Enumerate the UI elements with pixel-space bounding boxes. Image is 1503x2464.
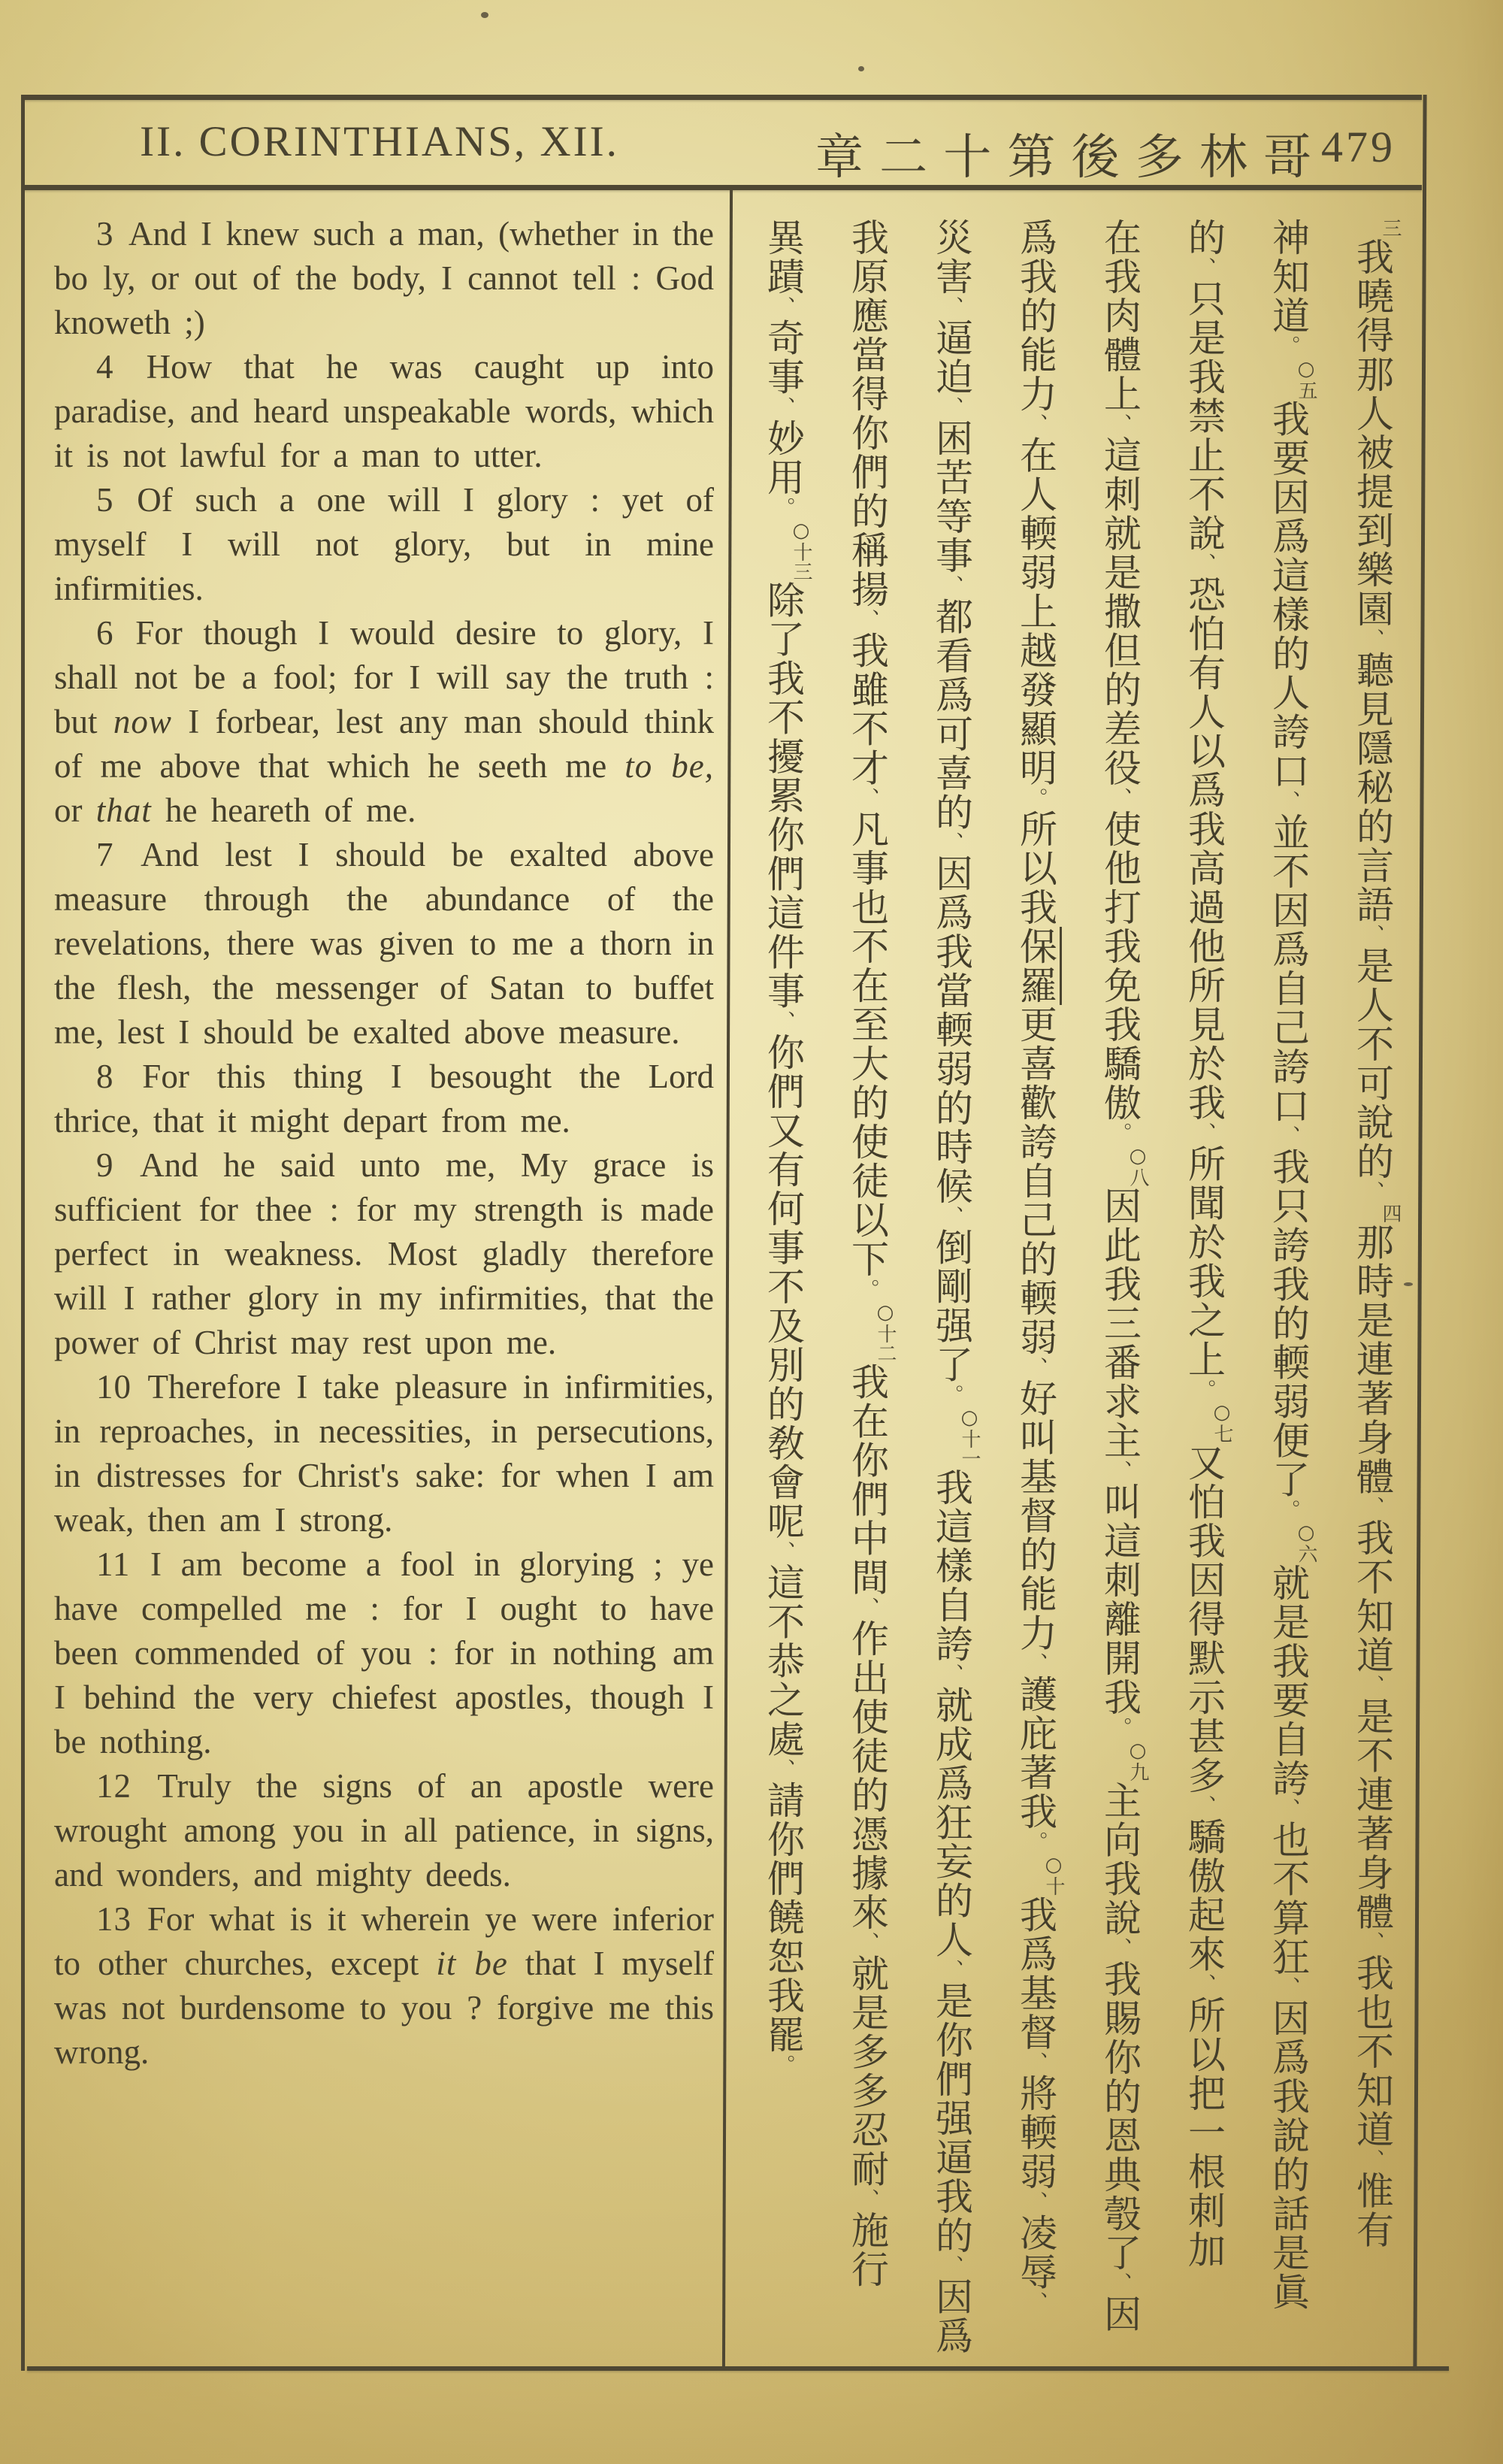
punctuation-mark: 、 [1276, 790, 1300, 813]
verse-marker: ○九 [1126, 1739, 1149, 1781]
punctuation-mark: 、 [771, 1541, 795, 1563]
punctuation-mark: 。 [1276, 335, 1300, 358]
punctuation-mark: 、 [1024, 2191, 1048, 2214]
punctuation-mark: 、 [1360, 1181, 1384, 1203]
verse-number: 6 [96, 614, 136, 652]
chinese-verse-column-block [739, 218, 1414, 2368]
english-running-title: II. CORINTHIANS, XII. [140, 118, 619, 165]
punctuation-mark: 。 [1024, 787, 1048, 810]
punctuation-mark: 、 [855, 1597, 879, 1619]
punctuation-mark: 、 [1276, 1125, 1300, 1148]
punctuation-mark: 、 [1108, 1937, 1132, 1960]
punctuation-mark: 、 [939, 396, 963, 419]
punctuation-mark: 、 [1192, 552, 1216, 575]
verse-paragraph: 4 How that he was caught up into paradise, and heard unspeakable words, which it is not lawful for a man to utter. [54, 348, 715, 474]
verse-marker: ○十 [1042, 1853, 1065, 1896]
punctuation-mark: 。 [939, 1384, 963, 1406]
verse-marker: ○五 [1295, 357, 1317, 400]
chinese-header-char: 哥 [1263, 130, 1311, 186]
chinese-column: 神知道。○五我要因爲這樣的人誇口、並不因爲自己誇口、我只誇我的輭弱便了。○六就是我要自誇、也不算狂、因爲我說的話是眞 [1266, 218, 1317, 2311]
verse-marker: 三 [1379, 218, 1402, 238]
chinese-header-char: 多 [1135, 130, 1184, 186]
punctuation-mark: 、 [939, 1959, 963, 1981]
chinese-column: 三我曉得那人被提到樂園、聽見隱秘的言語、是人不可說的、四那時是連著身體、我不知道、是不連著身體、我也不知道、惟有 [1350, 218, 1402, 2250]
punctuation-mark: 。 [1192, 1379, 1216, 1401]
punctuation-mark: 、 [771, 1758, 795, 1781]
punctuation-mark: 、 [1108, 413, 1132, 436]
verse-number: 5 [96, 481, 138, 519]
chinese-column: 我原應當得你們的稱揚、我雖不才、凡事也不在至大的使徒以下。○十二我在你們中間、作出使徒的憑據來、就是多多忍耐、施行 [845, 218, 897, 2289]
chinese-header-char: 章 [815, 130, 863, 186]
verse-number: 10 [96, 1368, 148, 1406]
punctuation-mark: 、 [1276, 1976, 1300, 1999]
verse-paragraph: 12 Truly the signs of an apostle were wrought among you in all patience, in signs, and wonders, and mighty deeds. [54, 1767, 715, 1893]
punctuation-mark: 、 [1192, 1973, 1216, 1996]
verse-number: 11 [96, 1545, 150, 1583]
punctuation-mark: 。 [855, 1279, 879, 1301]
verse-marker: ○十二 [874, 1300, 897, 1363]
chinese-header-char: 第 [1007, 130, 1056, 186]
chinese-header-char: 後 [1071, 130, 1120, 186]
verse-paragraph: 9 And he said unto me, My grace is sufficient for thee : for my strength is made perfect in weakness. Most gladly therefore will I rather glory in my infirmities, that the power of Christ may rest upon me. [54, 1146, 714, 1361]
punctuation-mark: 。 [1108, 1717, 1132, 1739]
chinese-column: 爲我的能力、在人輭弱上越發顯明。所以我保羅更喜歡誇自己的輭弱、好叫基督的能力、護庇著我。○十我爲基督、將輭弱、凌辱、 [1014, 218, 1065, 2314]
punctuation-mark: 、 [855, 2188, 879, 2211]
italic-word: that [95, 792, 152, 829]
punctuation-mark: 、 [1024, 413, 1048, 436]
chinese-header-char: 十 [943, 130, 992, 186]
chinese-header-char: 二 [879, 130, 928, 186]
chinese-column: 異蹟、奇事、妙用。○十三除了我不擾累你們這件事、你們又有何事不及別的敎會呢、這不恭之處、請你們饒恕我罷。 [761, 218, 812, 2077]
verse-number: 12 [96, 1767, 158, 1805]
punctuation-mark: 。 [1108, 1122, 1132, 1145]
ink-speck [858, 66, 864, 71]
italic-word: to be, [624, 747, 714, 785]
page-number: 479 [1321, 123, 1396, 171]
punctuation-mark: 。 [1024, 1831, 1048, 1854]
punctuation-mark: 、 [771, 1010, 795, 1033]
column-divider [722, 190, 733, 2367]
verse-paragraph: 11 I am become a fool in glorying ; ye have compelled me : for I ought to have been commended of you : for in nothing am I behind the very chiefest apostles, though I be nothing. [54, 1545, 714, 1760]
punctuation-mark: 、 [1192, 257, 1216, 280]
verse-paragraph: 8 For this thing I besought the Lord thrice, that it might depart from me. [54, 1058, 714, 1140]
punctuation-mark: 、 [939, 296, 963, 319]
punctuation-mark: 、 [1360, 1675, 1384, 1697]
verse-number: 9 [96, 1146, 141, 1184]
punctuation-mark: 、 [855, 787, 879, 810]
punctuation-mark: 、 [1276, 1798, 1300, 1821]
verse-marker: ○八 [1126, 1144, 1149, 1187]
verse-number: 3 [96, 215, 129, 253]
punctuation-mark: 、 [1360, 1496, 1384, 1518]
top-rule [23, 95, 1422, 100]
punctuation-mark: 、 [771, 396, 795, 419]
proper-name: 保羅 [1014, 927, 1062, 1005]
punctuation-mark: 、 [939, 1206, 963, 1228]
verse-paragraph: 5 Of such a one will I glory : yet of myself I will not glory, but in mine infirmities. [54, 481, 714, 607]
punctuation-mark: 、 [855, 609, 879, 631]
verse-paragraph: 13 For what is it wherein ye were inferior to other churches, except it be that I myself was not burdensome to you ? forgive me this wrong. [54, 1900, 714, 2071]
punctuation-mark: 、 [1360, 2149, 1384, 2172]
punctuation-mark: 、 [1108, 787, 1132, 810]
punctuation-mark: 、 [855, 1932, 879, 1954]
punctuation-mark: 、 [1360, 628, 1384, 651]
punctuation-mark: 、 [1024, 2051, 1048, 2074]
punctuation-mark: 。 [771, 2054, 795, 2077]
italic-word: now [113, 703, 172, 740]
ink-speck [481, 12, 488, 18]
verse-paragraph: 10 Therefore I take pleasure in infirmities, in reproaches, in necessities, in persecutions, in distresses for Christ's sake: for when I am weak, then am I strong. [54, 1368, 714, 1539]
left-border [21, 95, 25, 2371]
verse-number: 8 [96, 1058, 143, 1095]
chinese-column: 的、只是我禁止不說、恐怕有人以爲我高過他所見於我、所聞於我之上。○七又怕我因得默示甚多、驕傲起來、所以把一根刺加 [1182, 218, 1233, 2269]
verse-marker: ○十三 [790, 519, 812, 581]
punctuation-mark: 、 [1024, 1652, 1048, 1675]
verse-marker: 四 [1379, 1203, 1402, 1223]
punctuation-mark: 、 [1108, 1460, 1132, 1482]
punctuation-mark: 。 [1276, 1499, 1300, 1521]
punctuation-mark: 、 [939, 831, 963, 854]
punctuation-mark: 、 [1192, 1122, 1216, 1145]
chinese-header-char: 林 [1199, 130, 1247, 186]
punctuation-mark: 、 [1192, 1795, 1216, 1818]
verse-paragraph: 7 And lest I should be exalted above measure through the abundance of the revelations, there was given to me a thorn in the flesh, the messenger of Satan to buffet me, lest I should be exalted above measure. [54, 836, 714, 1051]
english-verse-column [54, 212, 714, 2075]
verse-marker: ○七 [1211, 1401, 1233, 1443]
punctuation-mark: 、 [771, 296, 795, 319]
punctuation-mark: 、 [1024, 2291, 1048, 2314]
verse-marker: ○六 [1295, 1521, 1317, 1563]
chinese-column: 災害、逼迫、困苦等事、都看爲可喜的、因爲我當輭弱的時候、倒剛强了。○十一我這樣自誇、就成爲狂妄的人、是你們强逼我的、因爲 [930, 218, 981, 2356]
italic-word: it be [436, 1945, 508, 1982]
chinese-column: 在我肉體上、這刺就是撒但的差役、使他打我免我驕傲。○八因此我三番求主、叫這刺離開我。○九主向我說、我賜你的恩典彀了、因 [1098, 218, 1149, 2334]
right-border [1413, 95, 1426, 2371]
verse-marker: ○十一 [958, 1406, 981, 1468]
punctuation-mark: 、 [1024, 1357, 1048, 1379]
verse-number: 7 [96, 836, 141, 873]
verse-paragraph: 6 For though I would desire to glory, I shall not be a fool; for I will say the truth : but now I forbear, lest any man should think of me above that which he seeth me to be, or that he heareth of me. [54, 614, 714, 829]
verse-number: 4 [96, 348, 147, 386]
punctuation-mark: 。 [771, 497, 795, 519]
punctuation-mark: 、 [1108, 2272, 1132, 2295]
punctuation-mark: 、 [939, 2255, 963, 2278]
punctuation-mark: 、 [939, 1663, 963, 1686]
chinese-running-title [815, 119, 1311, 188]
verse-number: 13 [96, 1900, 147, 1938]
verse-paragraph: 3 And I knew such a man, (whether in the bo ly, or out of the body, I cannot tell : God knoweth ;) [54, 215, 714, 341]
punctuation-mark: 、 [939, 575, 963, 598]
punctuation-mark: 、 [1360, 924, 1384, 946]
punctuation-mark: 、 [1360, 1931, 1384, 1954]
